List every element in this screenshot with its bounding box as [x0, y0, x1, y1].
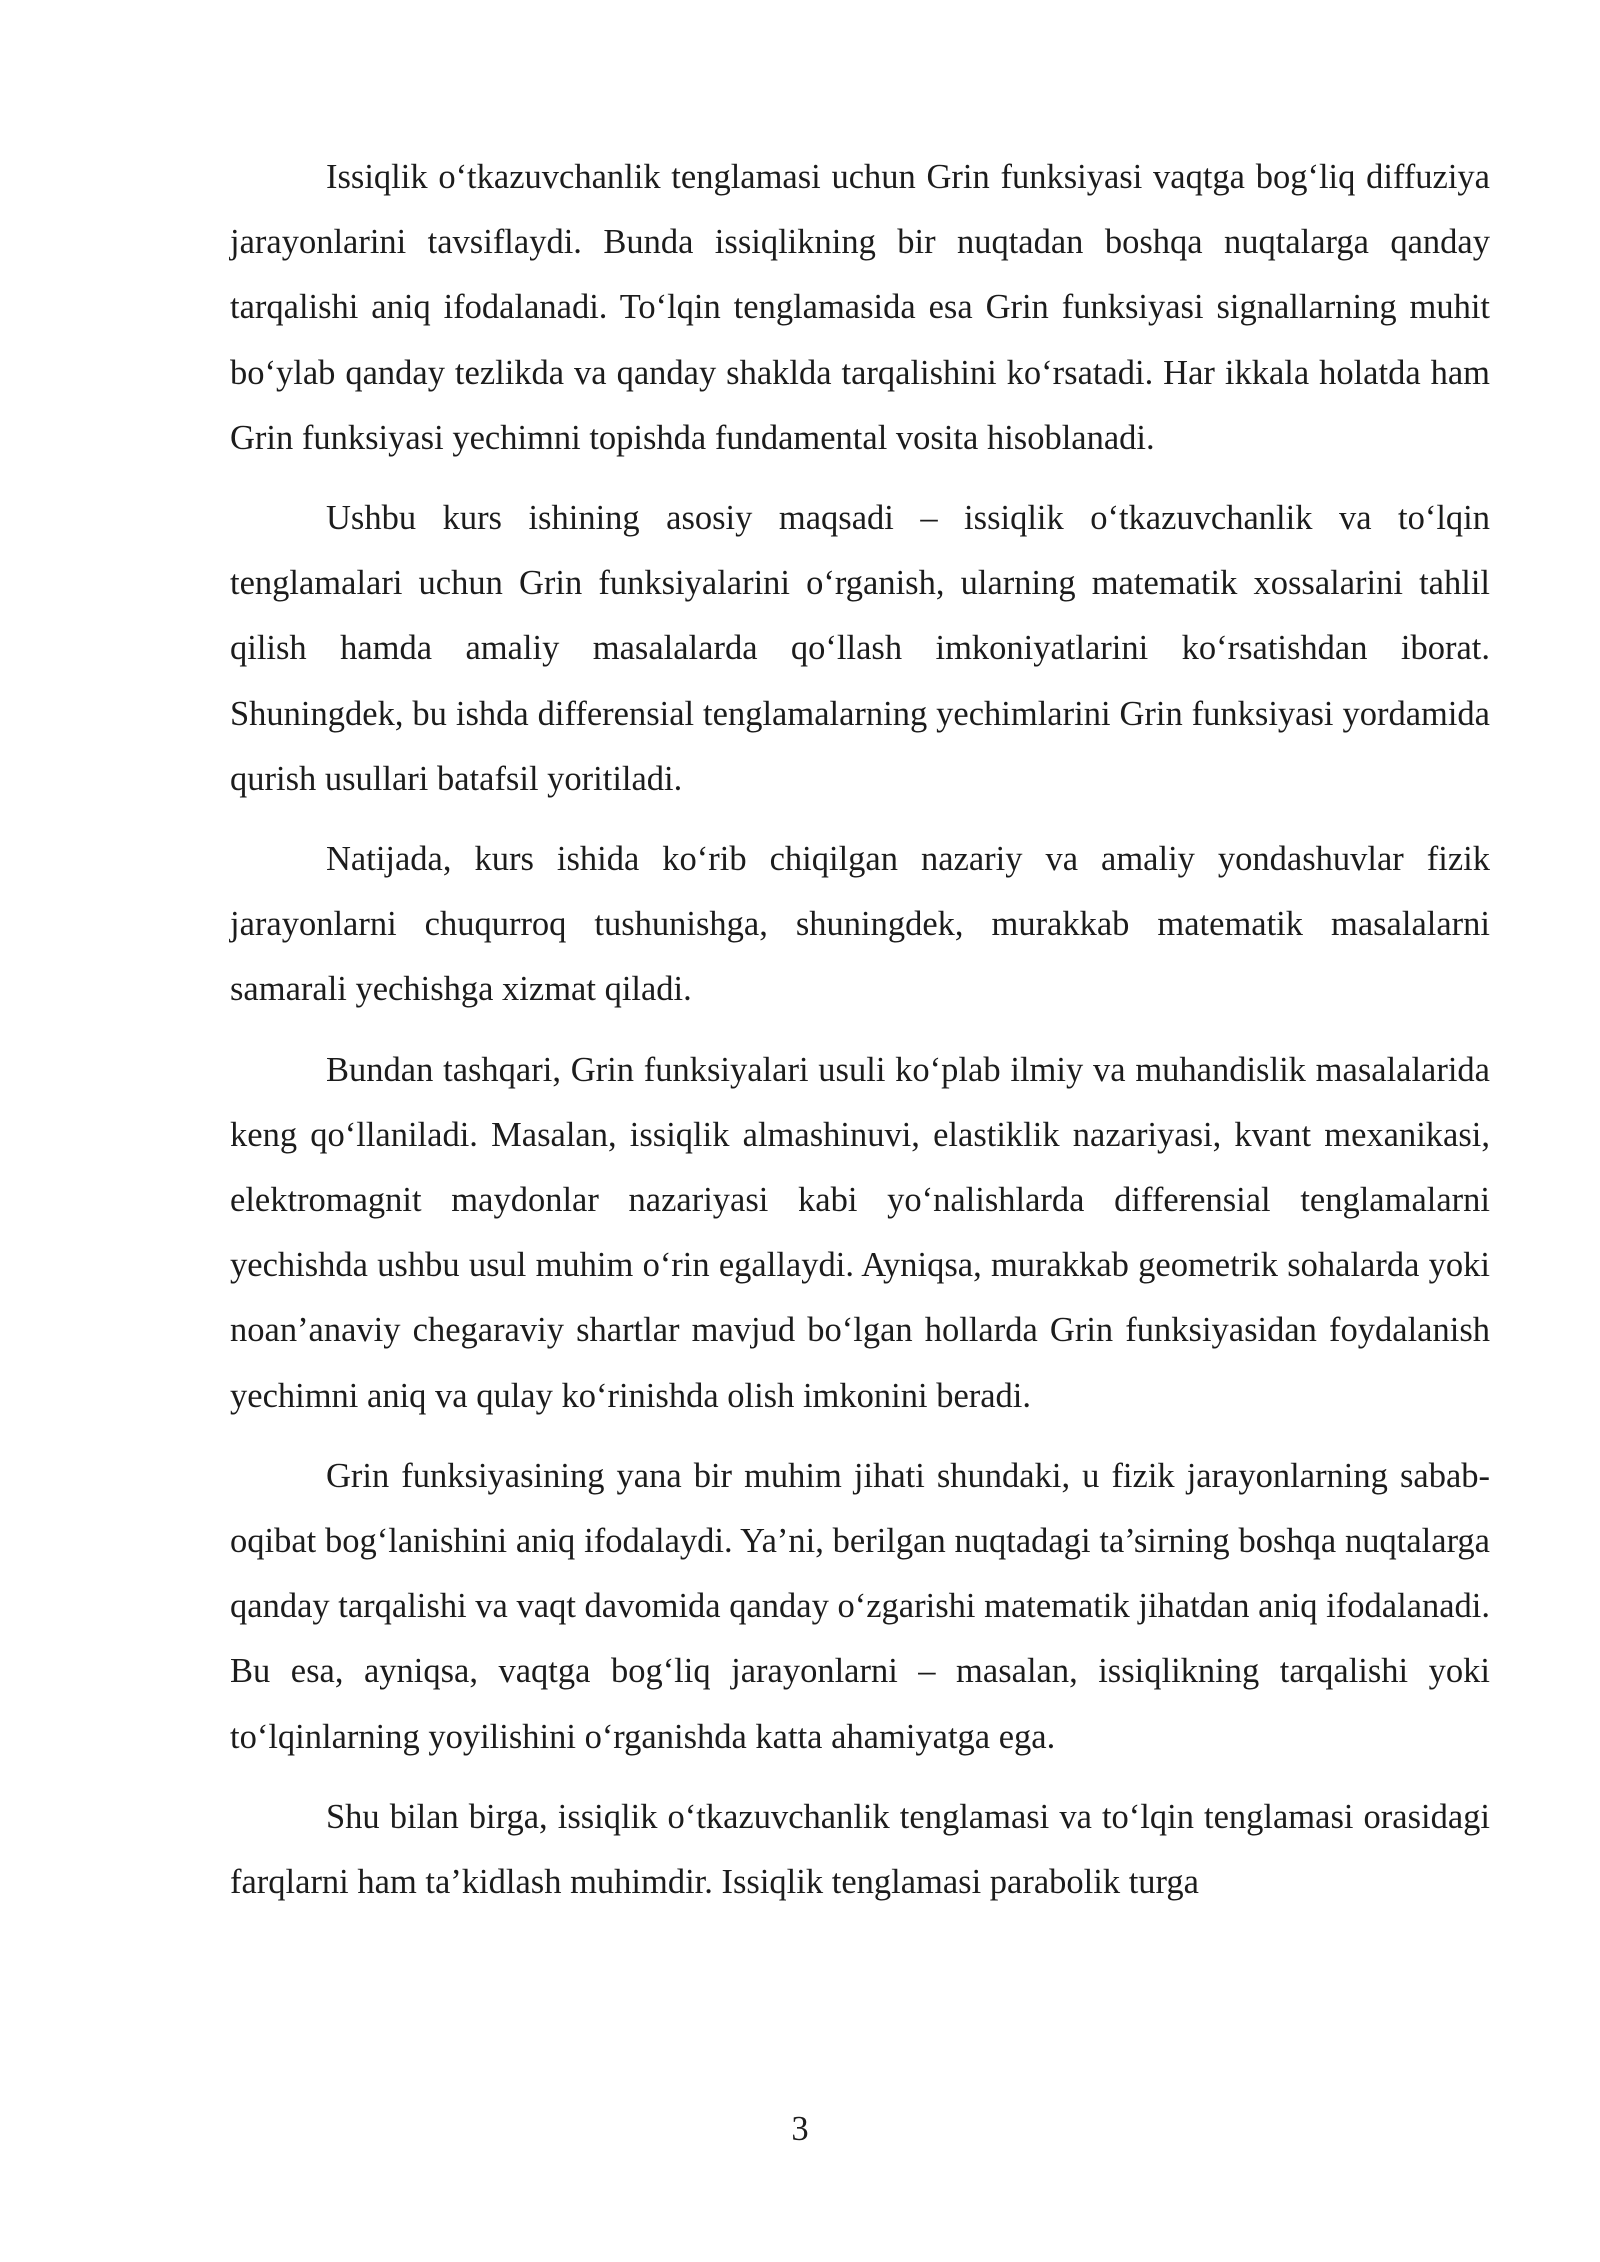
paragraph: Issiqlik o‘tkazuvchanlik tenglamasi uchun Grin funksiyasi vaqtga bog‘liq diffuziya jarayonlarini tavsiflaydi. Bunda issiqlikning bir nuqtadan boshqa nuqtalarga qanday tarqalishi aniq ifodalanadi. To‘lqin tenglamasida esa Grin funksiyasi signallarning muhit bo‘ylab qanday tezlikda va qanday shaklda tarqalishini ko‘rsatadi. Har ikkala holatda ham Grin funksiyasi yechimni topishda fundamental vosita hisoblanadi. [230, 158, 1490, 457]
paragraph: Shu bilan birga, issiqlik o‘tkazuvchanlik tenglamasi va to‘lqin tenglamasi orasidagi farqlarni ham ta’kidlash muhimdir. Issiqlik tenglamasi parabolik turga [230, 1797, 1490, 1902]
paragraph: Natijada, kurs ishida ko‘rib chiqilgan nazariy va amaliy yondashuvlar fizik jarayonlarni chuqurroq tushunishga, shuningdek, murakkab matematik masalalarni samarali yechishga xizmat qiladi. [230, 840, 1490, 1009]
paragraph: Bundan tashqari, Grin funksiyalari usuli ko‘plab ilmiy va muhandislik masalalarida keng qo‘llaniladi. Masalan, issiqlik almashinuvi, elastiklik nazariyasi, kvant mexanikasi, elektromagnit maydonlar nazariyasi kabi yo‘nalishlarda differensial tenglamalarni yechishda ushbu usul muhim o‘rin egallaydi. Ayniqsa, murakkab geometrik sohalarda yoki noan’anaviy chegaraviy shartlar mavjud bo‘lgan hollarda Grin funksiyasidan foydalanish yechimni aniq va qulay ko‘rinishda olish imkonini beradi. [230, 1050, 1490, 1415]
page-number: 3 [791, 2110, 809, 2148]
paragraph: Grin funksiyasining yana bir muhim jihati shundaki, u fizik jarayonlarning sabab-oqibat bog‘lanishini aniq ifodalaydi. Ya’ni, berilgan nuqtadagi ta’sirning boshqa nuqtalarga qanday tarqalishi va vaqt davomida qanday o‘zgarishi matematik jihatdan aniq ifodalanadi. Bu esa, ayniqsa, vaqtga bog‘liq jarayonlarni – masalan, issiqlikning tarqalishi yoki to‘lqinlarning yoyilishini o‘rganishda katta ahamiyatga ega. [230, 1456, 1490, 1756]
paragraph: Ushbu kurs ishining asosiy maqsadi – issiqlik o‘tkazuvchanlik va to‘lqin tenglamalari uchun Grin funksiyalarini o‘rganish, ularning matematik xossalarini tahlil qilish hamda amaliy masalalarda qo‘llash imkoniyatlarini ko‘rsatishdan iborat. Shuningdek, bu ishda differensial tenglamalarning yechimlarini Grin funksiyasi yordamida qurish usullari batafsil yoritiladi. [230, 499, 1490, 798]
body-text [230, 145, 1490, 1930]
